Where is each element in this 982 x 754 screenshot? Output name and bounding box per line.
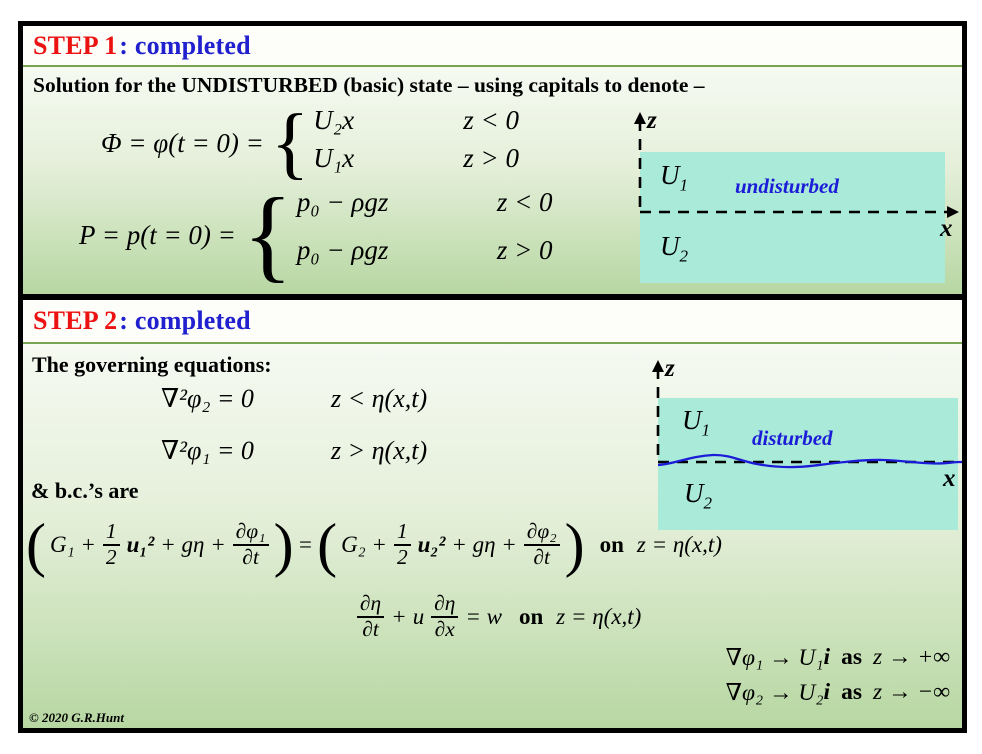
term: ∇φ₁ → U₁: [725, 645, 824, 671]
kinematic-bc-equation: [353, 592, 644, 642]
subscript: 1: [701, 420, 710, 440]
governing-equation-row: [161, 436, 427, 466]
case-cond: z > 0: [463, 143, 520, 173]
far-field-row: [726, 675, 950, 710]
term: G₁ +: [49, 531, 96, 557]
velocity-symbol: U: [660, 160, 680, 190]
diagram-caption: undisturbed: [735, 174, 839, 198]
fraction-numerator: ∂η: [431, 592, 458, 618]
equation-lhs: P = p(t = 0) =: [79, 219, 236, 250]
undisturbed-diagram: [617, 107, 962, 292]
term: + gη +: [451, 531, 517, 557]
equation-cond: z = η(x,t): [636, 531, 722, 557]
step2-title: The governing equations:: [32, 352, 272, 377]
case-row: [313, 143, 519, 181]
equals-sign: =: [297, 531, 314, 557]
limit: z → −∞: [872, 679, 950, 705]
fraction: [233, 520, 269, 570]
z-axis-label: z: [665, 355, 675, 382]
velocity-symbol: U: [660, 231, 680, 261]
case-expr: U₁x: [313, 143, 355, 173]
step1-title: Solution for the UNDISTURBED (basic) state – using capitals to denote –: [33, 73, 705, 97]
unit-vector: i: [823, 644, 831, 670]
bc-intro: & b.c.’s are: [31, 478, 139, 503]
fraction: [103, 520, 120, 570]
equation-lhs: Φ = φ(t = 0) =: [101, 127, 264, 158]
case-cond: z < 0: [463, 105, 520, 135]
lower-velocity-label: [684, 480, 712, 511]
x-axis-label: x: [943, 465, 956, 492]
bernoulli-bc-equation: ( G₁ + $\frac{1}{2}$ u₁² + gη + $\frac{\text{∂φ₁}}{\partial t}$ ) = ( G₂ + $\frac{1}{2}$ u₂² + gη + $\frac{\text{∂φ₂}}{\partial t}$ ) on z = η(x,t): [26, 511, 722, 578]
fraction: [431, 592, 458, 642]
fraction: [357, 592, 384, 642]
cases-brace: {: [270, 99, 310, 187]
case-row: [297, 235, 553, 283]
step2-status: : completed: [119, 306, 251, 335]
case-row: [297, 187, 553, 235]
case-row: [313, 105, 519, 143]
step2-body: [23, 344, 962, 728]
copyright-notice: © 2020 G.R.Hunt: [29, 710, 124, 725]
upper-velocity-label: [660, 162, 688, 193]
slide-frame: [18, 21, 967, 733]
fraction-numerator: 1: [394, 520, 411, 546]
equation-cond: z = η(x,t): [556, 603, 642, 629]
z-axis-label: z: [647, 107, 657, 134]
step1-header: [23, 26, 962, 67]
unit-vector: i: [823, 679, 831, 705]
subscript: 2: [703, 493, 712, 513]
fraction-denominator: ∂t: [533, 544, 550, 569]
velocity-term: u₂²: [417, 531, 446, 557]
step1-status: : completed: [119, 30, 251, 60]
fraction-numerator: ∂φ₁: [233, 520, 269, 546]
undisturbed-diagram-canvas: [617, 112, 962, 292]
diagram-caption: disturbed: [752, 426, 833, 450]
velocity-symbol: U: [682, 405, 702, 435]
x-axis-label: x: [940, 215, 953, 242]
on-keyword: on: [519, 603, 544, 629]
as-keyword: as: [841, 679, 862, 705]
fraction-numerator: 1: [103, 520, 120, 546]
fraction-denominator: ∂t: [242, 544, 259, 569]
step2-header: [23, 300, 962, 344]
case-expr: p₀ − ρgz: [296, 235, 389, 265]
cases-group: [297, 187, 553, 283]
equation-cond: z < η(x,t): [331, 384, 428, 413]
equation-cond: z > η(x,t): [331, 436, 428, 465]
upper-velocity-label: [682, 407, 710, 438]
term: u: [412, 603, 425, 629]
on-keyword: on: [599, 531, 624, 557]
equation-lhs: ∇²φ₁ = 0: [161, 436, 254, 465]
case-cond: z < 0: [496, 187, 553, 217]
fraction-denominator: ∂t: [362, 616, 379, 641]
pressure-equation: [79, 177, 553, 292]
governing-equation-row: [161, 384, 427, 414]
case-expr: p₀ − ρgz: [296, 187, 389, 217]
phi-equation: [101, 99, 520, 187]
step1-body: [23, 67, 962, 294]
fraction-denominator: ∂x: [434, 616, 455, 641]
cases-group: [313, 105, 519, 181]
equation-lhs: ∇²φ₂ = 0: [161, 384, 254, 413]
subscript: 1: [679, 175, 688, 195]
z-axis-arrow: [634, 112, 646, 124]
step2-label: STEP 2: [33, 306, 118, 335]
lower-velocity-label: [660, 233, 688, 264]
as-keyword: as: [841, 644, 862, 670]
fraction-denominator: 2: [396, 544, 408, 569]
cases-brace: {: [242, 177, 293, 292]
plus-sign: +: [391, 603, 407, 629]
fraction: [524, 520, 560, 570]
z-axis-arrow: [652, 360, 664, 372]
fraction-numerator: ∂φ₂: [524, 520, 560, 546]
velocity-term: u₁²: [126, 531, 155, 557]
term: = w: [465, 603, 502, 629]
far-field-conditions: [726, 640, 950, 710]
fraction-numerator: ∂η: [357, 592, 384, 618]
subscript: 2: [679, 246, 688, 266]
fraction-denominator: 2: [105, 544, 117, 569]
limit: z → +∞: [872, 644, 950, 670]
fraction: [394, 520, 411, 570]
term: ∇φ₂ → U₂: [725, 680, 824, 706]
velocity-symbol: U: [684, 478, 704, 508]
far-field-row: [726, 640, 950, 675]
case-cond: z > 0: [496, 235, 553, 265]
term: G₂ +: [341, 531, 387, 557]
step1-label: STEP 1: [33, 30, 118, 60]
disturbed-diagram: [635, 355, 962, 540]
case-expr: U₂x: [313, 105, 355, 135]
term: + gη +: [160, 531, 226, 557]
